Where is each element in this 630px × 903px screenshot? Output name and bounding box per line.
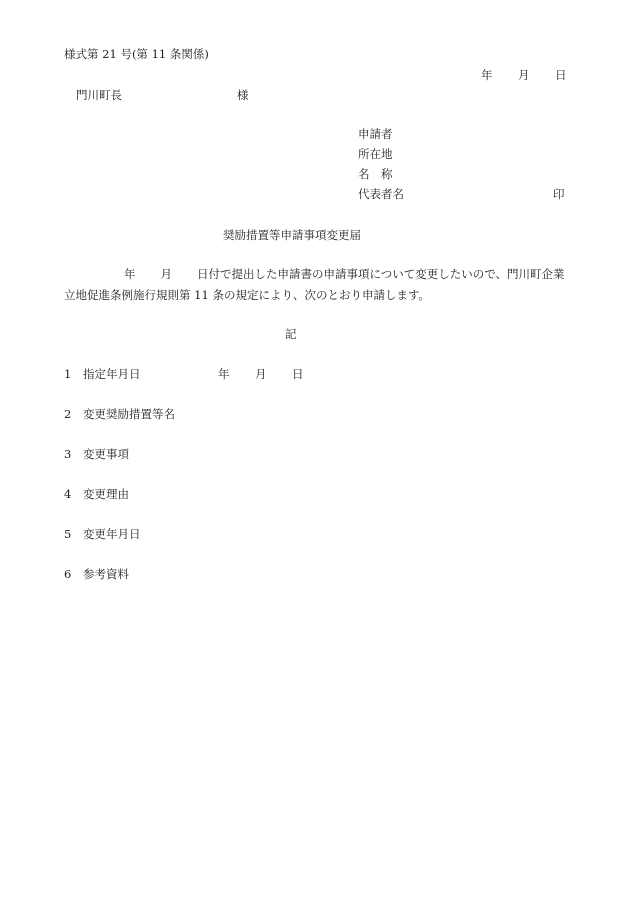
item-number: 3 [64,447,72,461]
form-number: 様式第 21 号(第 11 条関係) [64,47,209,61]
body-paragraph [64,264,574,306]
date-year: 年 [481,68,493,82]
item-label: 変更事項 [83,447,129,461]
item-number: 1 [64,367,72,381]
item-label: 変更理由 [83,487,129,501]
item-day: 日 [292,367,304,381]
date-month: 月 [518,68,530,82]
item-label: 変更奨励措置等名 [83,407,175,421]
document-title: 奨励措置等申請事項変更届 [223,228,361,242]
item-month: 月 [255,367,267,381]
body-month: 月 [160,267,172,281]
name-label: 名 称 [358,167,393,181]
item-label: 指定年月日 [83,367,141,381]
item-number: 6 [64,567,72,581]
item-label: 参考資料 [83,567,129,581]
item-year: 年 [218,367,230,381]
body-text: 日付で提出した申請書の申請事項について変更したいので、門川町企業立地促進条例施行規則第 11 条の規定により、次のとおり申請します。 [64,267,565,302]
representative-label: 代表者名 [358,187,404,201]
body-year: 年 [124,267,136,281]
applicant-label: 申請者 [358,127,393,141]
ki-heading: 記 [285,327,297,341]
addressee-title: 門川町長 [76,88,122,102]
seal-mark: 印 [553,187,565,201]
item-number: 4 [64,487,72,501]
addressee-honorific: 様 [237,88,249,102]
item-number: 5 [64,527,72,541]
item-label: 変更年月日 [83,527,141,541]
item-number: 2 [64,407,72,421]
address-label: 所在地 [358,147,393,161]
date-day: 日 [555,68,567,82]
